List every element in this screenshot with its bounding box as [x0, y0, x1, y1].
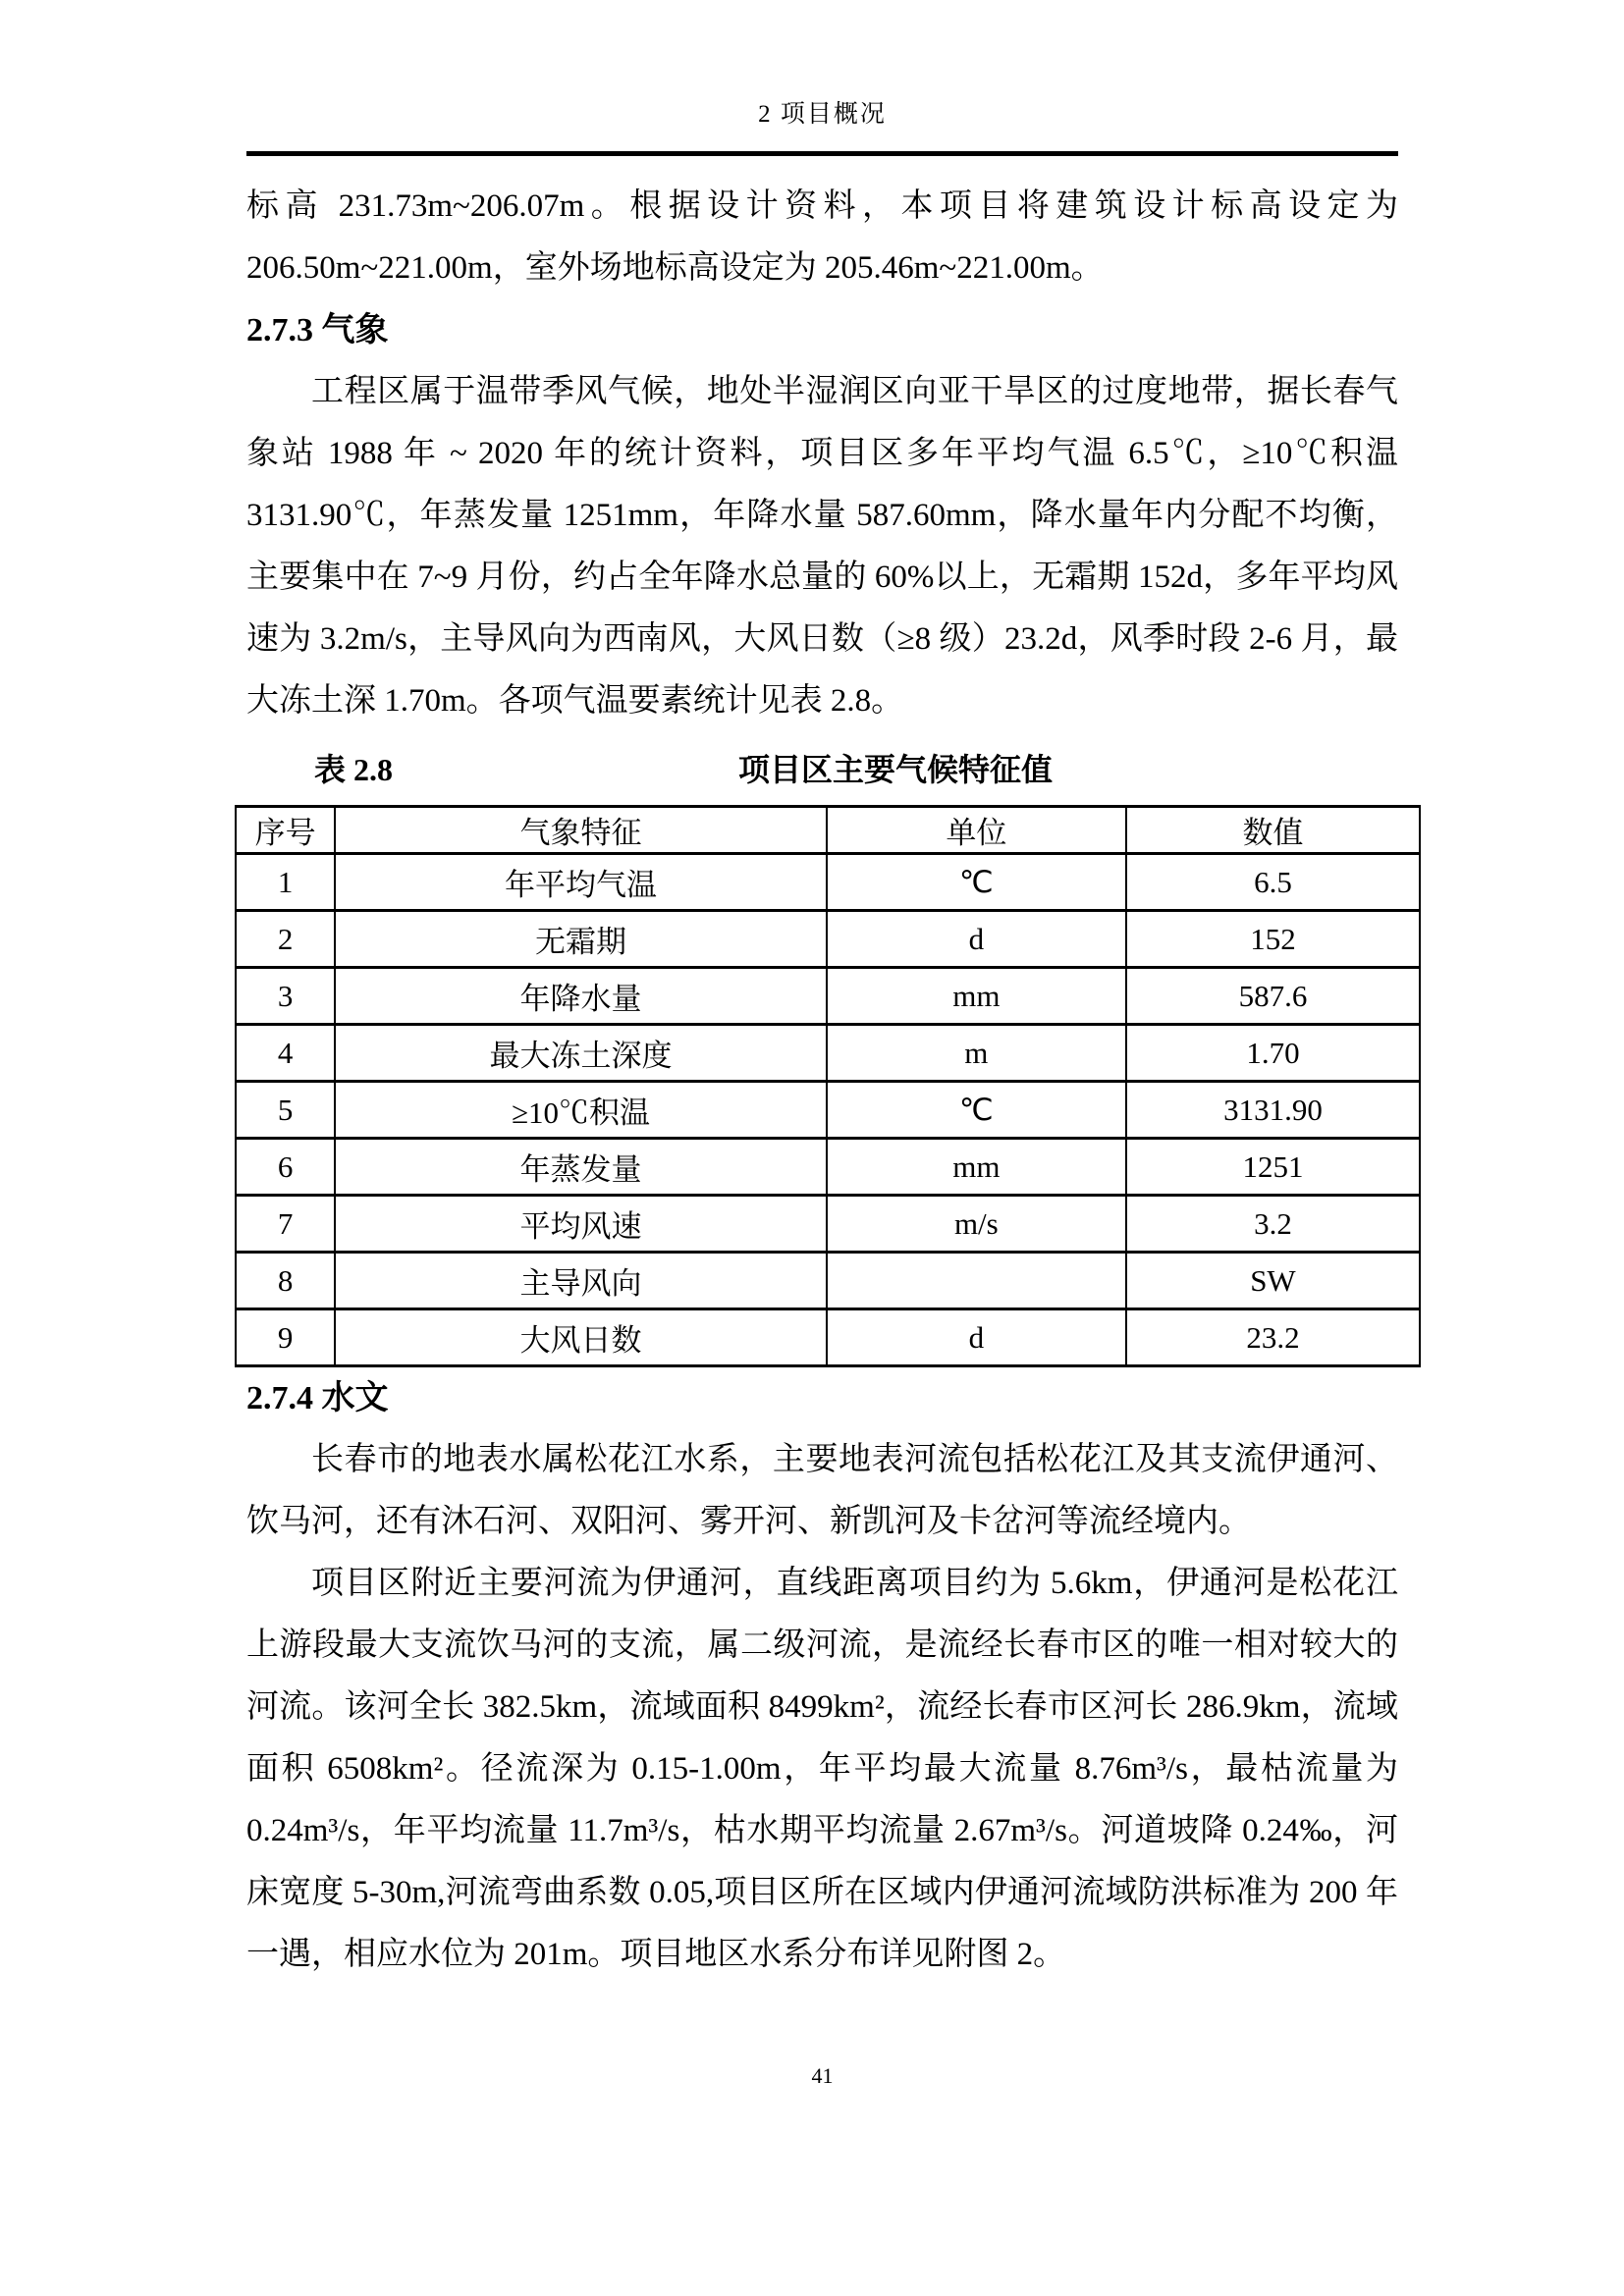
cell-no: 3	[236, 968, 335, 1025]
cell-value: 587.6	[1126, 968, 1420, 1025]
cell-feature: 大风日数	[335, 1309, 826, 1366]
paragraph-elevation: 标高 231.73m~206.07m。根据设计资料，本项目将建筑设计标高设定为 206.50m~221.00m，室外场地标高设定为 205.46m~221.00m。	[246, 188, 1398, 286]
table-row	[236, 1082, 1420, 1139]
table-row	[236, 1196, 1420, 1253]
table-header-value: 数值	[1126, 807, 1420, 854]
table-header-unit: 单位	[827, 807, 1126, 854]
cell-feature: 平均风速	[335, 1196, 826, 1253]
cell-unit: m/s	[827, 1196, 1126, 1253]
cell-feature: 年降水量	[335, 968, 826, 1025]
table-row	[236, 911, 1420, 968]
cell-value: 6.5	[1126, 854, 1420, 911]
cell-value: 23.2	[1126, 1309, 1420, 1366]
table-header-feature: 气象特征	[335, 807, 826, 854]
cell-unit: mm	[827, 1139, 1126, 1196]
table-caption	[246, 738, 1398, 801]
heading-climate: 2.7.3 气象	[246, 312, 389, 348]
cell-value: 3.2	[1126, 1196, 1420, 1253]
cell-value: 3131.90	[1126, 1082, 1420, 1139]
page-number: 41	[811, 2063, 834, 2088]
cell-feature: 最大冻土深度	[335, 1025, 826, 1082]
cell-unit: ℃	[827, 1082, 1126, 1139]
table-row	[236, 1309, 1420, 1366]
table-caption-label: 表 2.8	[314, 752, 394, 787]
cell-no: 2	[236, 911, 335, 968]
cell-value: 152	[1126, 911, 1420, 968]
cell-no: 9	[236, 1309, 335, 1366]
cell-no: 7	[236, 1196, 335, 1253]
table-row	[236, 854, 1420, 911]
cell-value: 1251	[1126, 1139, 1420, 1196]
climate-table	[235, 805, 1421, 1367]
cell-feature: ≥10℃积温	[335, 1082, 826, 1139]
cell-unit: d	[827, 1309, 1126, 1366]
cell-unit: d	[827, 911, 1126, 968]
cell-unit	[827, 1253, 1126, 1309]
cell-no: 5	[236, 1082, 335, 1139]
running-header: 2 项目概况	[758, 101, 887, 128]
cell-no: 4	[236, 1025, 335, 1082]
cell-no: 8	[236, 1253, 335, 1309]
paragraph-climate: 工程区属于温带季风气候，地处半湿润区向亚干旱区的过度地带，据长春气象站 1988 年 ~ 2020 年的统计资料，项目区多年平均气温 6.5℃，≥10℃积温 3131.90℃，年蒸发量 1251mm，年降水量 587.60mm，降水量年内分配不均衡，主要集中在 7~9 月份，约占全年降水总量的 60%以上，无霜期 152d，多年平均风速为 3.2m/s，主导风向为西南风，大风日数（≥8 级）23.2d，风季时段 2-6 月，最大冻土深 1.70m。各项气温要素统计见表 2.8。	[246, 374, 1398, 719]
cell-value: 1.70	[1126, 1025, 1420, 1082]
cell-value: SW	[1126, 1253, 1420, 1309]
cell-feature: 主导风向	[335, 1253, 826, 1309]
cell-feature: 无霜期	[335, 911, 826, 968]
table-caption-title: 项目区主要气候特征值	[738, 752, 1054, 787]
cell-unit: ℃	[827, 854, 1126, 911]
table-header-row	[236, 807, 1420, 854]
cell-no: 1	[236, 854, 335, 911]
table-row	[236, 1139, 1420, 1196]
table-header-no: 序号	[236, 807, 335, 854]
table-row	[236, 968, 1420, 1025]
heading-hydrology: 2.7.4 水文	[246, 1380, 389, 1416]
cell-feature: 年平均气温	[335, 854, 826, 911]
cell-unit: mm	[827, 968, 1126, 1025]
cell-feature: 年蒸发量	[335, 1139, 826, 1196]
cell-no: 6	[236, 1139, 335, 1196]
cell-unit: m	[827, 1025, 1126, 1082]
table-row	[236, 1253, 1420, 1309]
paragraph-yitong-river: 项目区附近主要河流为伊通河，直线距离项目约为 5.6km，伊通河是松花江上游段最大支流饮马河的支流，属二级河流，是流经长春市区的唯一相对较大的河流。该河全长 382.5km，流域面积 8499km²，流经长春市区河长 286.9km，流域面积 6508km²。径流深为 0.15-1.00m，年平均最大流量 8.76m³/s，最枯流量为 0.24m³/s，年平均流量 11.7m³/s，枯水期平均流量 2.67m³/s。河道坡降 0.24‰，河床宽度 5-30m,河流弯曲系数 0.05,项目区所在区域内伊通河流域防洪标准为 200 年一遇，相应水位为 201m。项目地区水系分布详见附图 2。	[246, 1566, 1398, 1972]
header-rule	[246, 151, 1398, 156]
table-row	[236, 1025, 1420, 1082]
paragraph-rivers: 长春市的地表水属松花江水系，主要地表河流包括松花江及其支流伊通河、饮马河，还有沐石河、双阳河、雾开河、新凯河及卡岔河等流经境内。	[246, 1442, 1398, 1539]
